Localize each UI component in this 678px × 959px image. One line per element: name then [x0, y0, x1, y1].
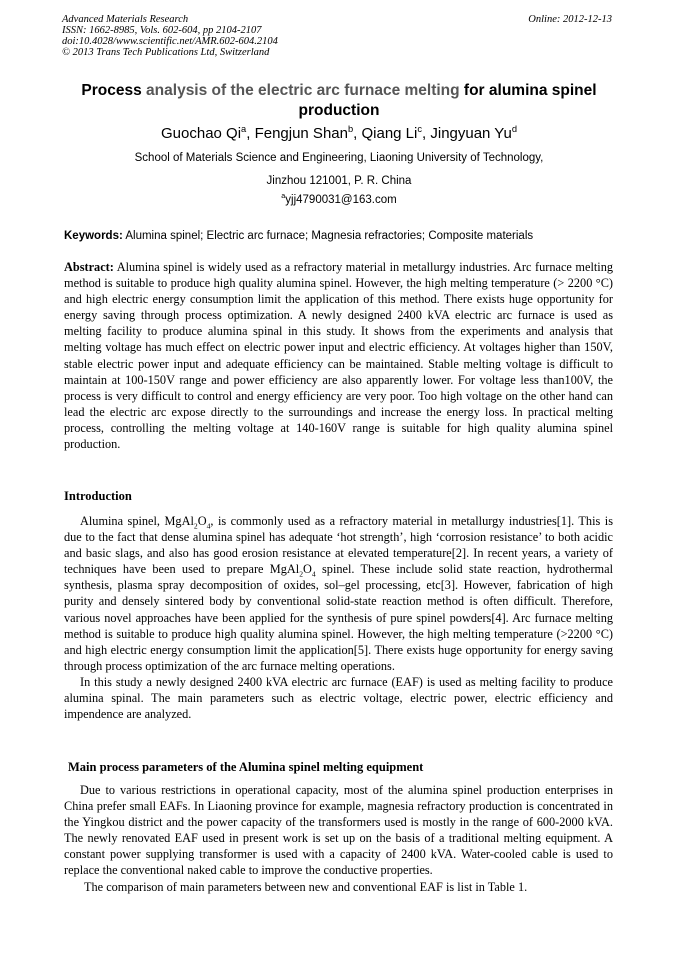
journal-issn: ISSN: 1662-8985, Vols. 602-604, pp 2104-2107 [62, 25, 262, 36]
introduction-heading: Introduction [64, 489, 132, 503]
author-separator: , [353, 125, 362, 142]
intro-text: O [197, 514, 207, 528]
journal-name: Advanced Materials Research [62, 14, 189, 25]
author-name: Fengjun Shan [254, 125, 348, 142]
online-date: Online: 2012-12-13 [528, 14, 612, 25]
email-mark: a [281, 192, 286, 201]
author-affil-mark: a [241, 124, 247, 134]
section-paragraph: The comparison of main parameters between new and conventional EAF is list in Table 1. [84, 879, 528, 894]
keywords-label: Keywords: [64, 230, 123, 242]
abstract-text: Alumina spinel is widely used as a refractory material in metallurgy industries. Arc furnace melting method is suitable to produce high quality alumina spinel. However, the high melting temperature (> 2200 °C) and high electric energy consumption limit the application of this method. There exists huge opportunity for energy saving through process optimization. A newly designed 2400 kVA electric arc furnace is used as melting facility to produce alumina spinal in this study. It shows from the experiments and analysis that melting voltage has much effect on electric power input and electric efficiency. At voltages higher than 150V, stable electric power input and adequate efficiency can be maintained. Stable melting voltage is difficult to maintain at 100-150V range and power efficiency are also apparently lower. For voltage less than100V, the process is very difficult to control and energy efficiency are very poor. Too high voltage on the other hand can lead the electric arc expose directly to the surroundings and increase the energy loss. In practical melting process, controlling the melting voltage at 140-160V range is suitable for high quality alumina spinel production. [64, 260, 613, 452]
intro-text: , is commonly used as a refractory material in metallurgy industries[1]. This is due to the fact that dense alumina spinel has adequate ‘hot strength’, high ‘corrosion resistance’ to both acidic and basic slags, and also has good erosion resistance at elevated temperature[2]. In recent years, a variety of techniques have been used to prepare MgAl [64, 514, 613, 577]
intro-text: spinel. These include solid state reaction, hydrothermal synthesis, plasma spray decomposition of oxides, sol–gel processing, etc[3]. However, fabrication of high purity and densely sintered body by conventional solid-state reaction method is often difficult. Therefore, various novel approaches have been applied for the synthesis of pure spinel powders[4]. Arc furnace melting method is suitable to produce high quality alumina spinel. However, the high melting temperature (>2200 °C) and high electric energy consumption limit the application[5]. There exists huge opportunity for energy saving through process optimization of the arc furnace melting operations. [64, 562, 613, 673]
author-affil-mark: c [417, 124, 423, 134]
introduction-paragraph: In this study a newly designed 2400 kVA electric arc furnace (EAF) is used as melting facility to produce alumina spinal. The main parameters such as electric voltage, electric power, electric efficiency and impendence are analyzed. [64, 674, 613, 722]
author-email [40, 193, 638, 207]
journal-header [62, 14, 278, 58]
intro-text: O [303, 562, 312, 577]
subscript: 4 [311, 569, 316, 579]
author-list [40, 125, 638, 143]
author-separator: , [422, 125, 431, 142]
author-affil-mark: d [511, 124, 517, 134]
abstract [64, 259, 613, 452]
author-name: Guochao Qi [161, 125, 242, 142]
subscript: 4 [206, 521, 211, 531]
subscript: 2 [299, 569, 303, 579]
introduction-paragraph [64, 513, 613, 674]
author-separator: , [246, 125, 255, 142]
journal-doi: doi:10.4028/www.scientific.net/AMR.602-604.2104 [62, 36, 278, 47]
paper-title [40, 81, 638, 121]
author-name: Qiang Li [361, 125, 418, 142]
section-body [64, 782, 613, 895]
title-part-2: analysis of the electric arc furnace melting [141, 82, 460, 99]
affiliation-line-2: Jinzhou 121001, P. R. China [266, 175, 412, 187]
email-address: yjj4790031@163.com [285, 194, 397, 206]
author-name: Jingyuan Yu [430, 125, 512, 142]
intro-text: Alumina spinel, MgAl [80, 514, 194, 528]
keywords-text: Alumina spinel; Electric arc furnace; Magnesia refractories; Composite materials [122, 230, 534, 242]
keywords [64, 229, 624, 243]
author-affil-mark: b [347, 124, 354, 134]
section-paragraph: Due to various restrictions in operational capacity, most of the alumina spinel production enterprises in China prefer small EAFs. In Liaoning province for example, magnesia refractory production is concentrated in the Yingkou district and the power capacity of the transformers used is mostly in the range of 600-2000 kVA. The newly renovated EAF used in present work is set up on the basis of a traditional melting equipment. A constant power supplying transformer is used with a capacity of 2400 kVA. Water-cooled cable is used to replace the conventional naked cable to improve the conductive properties. [64, 783, 613, 878]
section-heading: Main process parameters of the Alumina spinel melting equipment [68, 760, 424, 774]
affiliation-line-1: School of Materials Science and Engineering, Liaoning University of Technology, [134, 152, 544, 164]
title-part-1: Process [81, 82, 142, 99]
journal-copyright: © 2013 Trans Tech Publications Ltd, Switzerland [62, 47, 270, 58]
abstract-label: Abstract: [64, 260, 114, 274]
introduction-body [64, 513, 613, 722]
subscript: 2 [193, 521, 198, 531]
title-part-3: for alumina spinel production [298, 82, 597, 119]
